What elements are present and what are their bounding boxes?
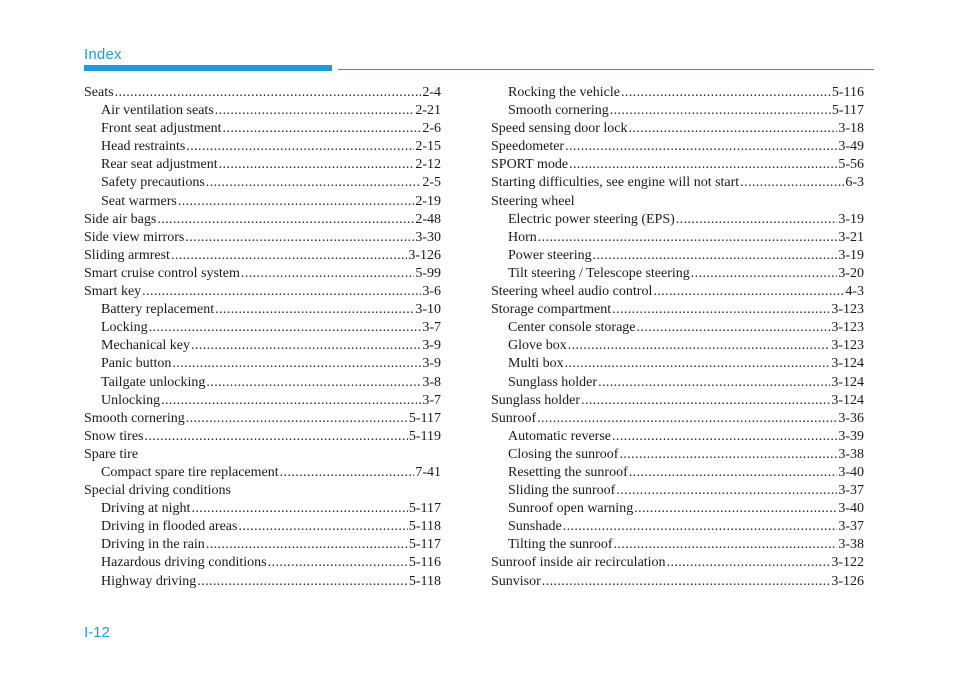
index-subentry — [84, 337, 441, 355]
entry-leader-dots — [241, 265, 414, 283]
entry-leader-dots — [691, 265, 838, 283]
entry-page-ref: 2-5 — [422, 175, 441, 191]
entry-label: Sliding the sunroof — [508, 483, 616, 499]
entry-leader-dots — [215, 301, 414, 319]
entry-page-ref: 5-117 — [408, 410, 441, 426]
entry-page-ref: 4-3 — [845, 284, 864, 300]
entry-leader-dots — [145, 428, 408, 446]
entry-page-ref: 3-49 — [838, 139, 864, 155]
entry-page-ref: 2-21 — [415, 103, 441, 119]
entry-label: Smart key — [84, 284, 142, 300]
index-subentry — [491, 265, 864, 283]
page-number: I-12 — [84, 624, 110, 641]
entry-leader-dots — [653, 283, 844, 301]
entry-page-ref: 5-116 — [408, 555, 441, 571]
entry-leader-dots — [740, 174, 844, 192]
entry-page-ref: 3-38 — [838, 537, 864, 553]
entry-page-ref: 3-39 — [838, 428, 864, 444]
entry-page-ref: 3-36 — [838, 410, 864, 426]
entry-leader-dots — [206, 374, 421, 392]
entry-label: Sunroof open warning — [508, 501, 634, 517]
index-subentry — [84, 536, 441, 554]
index-subentry — [84, 319, 441, 337]
entry-label: Battery replacement — [101, 302, 215, 318]
index-subentry — [491, 446, 864, 464]
entry-label: Side view mirrors — [84, 229, 185, 245]
index-subentry — [491, 102, 864, 120]
entry-leader-dots — [612, 301, 830, 319]
entry-label: Closing the sunroof — [508, 446, 619, 462]
entry-leader-dots — [610, 102, 831, 120]
entry-leader-dots — [593, 247, 838, 265]
index-entry — [84, 410, 441, 428]
entry-page-ref: 3-40 — [838, 464, 864, 480]
entry-page-ref: 5-56 — [838, 157, 864, 173]
entry-page-ref: 3-123 — [831, 338, 864, 354]
entry-leader-dots — [538, 229, 838, 247]
entry-leader-dots — [280, 464, 415, 482]
index-subentry — [84, 120, 441, 138]
entry-leader-dots — [219, 156, 415, 174]
entry-leader-dots — [115, 84, 422, 102]
entry-leader-dots — [598, 374, 830, 392]
entry-page-ref: 3-123 — [831, 302, 864, 318]
header-bar-thick — [84, 65, 332, 71]
entry-page-ref: 2-19 — [415, 193, 441, 209]
entry-label: Driving in the rain — [101, 537, 205, 553]
index-entry — [491, 573, 864, 591]
entry-label: Mechanical key — [101, 338, 191, 354]
entry-label: Driving in flooded areas — [101, 519, 238, 535]
index-entry — [491, 193, 864, 211]
entry-leader-dots — [206, 174, 422, 192]
entry-page-ref: 3-126 — [831, 573, 864, 589]
entry-leader-dots — [191, 337, 421, 355]
entry-label: Head restraints — [101, 139, 186, 155]
entry-page-ref: 5-117 — [408, 537, 441, 553]
entry-label: Sunroof inside air recirculation — [491, 555, 666, 571]
index-entry — [84, 428, 441, 446]
index-subentry — [84, 374, 441, 392]
entry-leader-dots — [268, 554, 408, 572]
index-subentry — [84, 355, 441, 373]
entry-leader-dots — [676, 211, 838, 229]
entry-label: Sunvisor — [491, 573, 541, 589]
index-entry — [491, 554, 864, 572]
entry-label: Sunshade — [508, 519, 562, 535]
entry-page-ref: 5-117 — [408, 501, 441, 517]
entry-page-ref: 3-9 — [422, 356, 441, 372]
index-subentry — [84, 573, 441, 591]
entry-label: Automatic reverse — [508, 428, 612, 444]
entry-leader-dots — [619, 446, 837, 464]
entry-leader-dots — [628, 120, 837, 138]
index-entry — [84, 247, 441, 265]
entry-leader-dots — [142, 283, 421, 301]
entry-label: Power steering — [508, 247, 592, 263]
entry-label: Locking — [101, 320, 148, 336]
entry-label: Speed sensing door lock — [491, 121, 628, 137]
index-subentry — [491, 518, 864, 536]
index-subentry — [84, 392, 441, 410]
entry-leader-dots — [171, 247, 407, 265]
index-entry — [84, 211, 441, 229]
index-entry — [491, 156, 864, 174]
entry-leader-dots — [621, 84, 831, 102]
entry-page-ref: 3-126 — [408, 247, 441, 263]
entry-label: Compact spare tire replacement — [101, 464, 279, 480]
entry-label: Sunroof — [491, 410, 537, 426]
entry-page-ref: 6-3 — [845, 175, 864, 191]
entry-page-ref: 2-6 — [422, 121, 441, 137]
entry-leader-dots — [569, 156, 837, 174]
index-entry — [84, 283, 441, 301]
index-subentry — [84, 464, 441, 482]
entry-leader-dots — [568, 337, 831, 355]
entry-label: Hazardous driving conditions — [101, 555, 267, 571]
index-entry — [491, 174, 864, 192]
index-subentry — [491, 211, 864, 229]
index-subentry — [491, 482, 864, 500]
entry-label: Rocking the vehicle — [508, 85, 620, 100]
entry-leader-dots — [149, 319, 422, 337]
entry-page-ref: 3-21 — [838, 229, 864, 245]
entry-label: Steering wheel — [491, 193, 575, 209]
entry-label: Multi box — [508, 356, 564, 372]
entry-label: Steering wheel audio control — [491, 284, 653, 300]
entry-page-ref: 3-7 — [422, 320, 441, 336]
index-subentry — [491, 500, 864, 518]
entry-label: Rear seat adjustment — [101, 157, 218, 173]
entry-label: Sunglass holder — [491, 392, 581, 408]
entry-page-ref: 3-37 — [838, 483, 864, 499]
entry-page-ref: 3-7 — [422, 392, 441, 408]
entry-page-ref: 5-116 — [831, 85, 864, 100]
entry-page-ref: 3-20 — [838, 265, 864, 281]
entry-leader-dots — [616, 482, 837, 500]
entry-label: Seats — [84, 85, 114, 100]
entry-label: Horn — [508, 229, 537, 245]
entry-leader-dots — [157, 211, 414, 229]
entry-page-ref: 5-117 — [831, 103, 864, 119]
entry-page-ref: 5-118 — [408, 519, 441, 535]
entry-label: Unlocking — [101, 392, 161, 408]
entry-leader-dots — [667, 554, 831, 572]
index-entry — [84, 84, 441, 102]
index-entry — [491, 301, 864, 319]
entry-page-ref: 3-38 — [838, 446, 864, 462]
entry-leader-dots — [223, 120, 422, 138]
entry-label: Smooth cornering — [84, 410, 185, 426]
entry-leader-dots — [537, 410, 837, 428]
entry-page-ref: 3-124 — [831, 374, 864, 390]
entry-leader-dots — [565, 138, 837, 156]
index-subentry — [84, 301, 441, 319]
entry-leader-dots — [565, 355, 831, 373]
index-subentry — [491, 337, 864, 355]
entry-label: Glove box — [508, 338, 567, 354]
entry-label: Starting difficulties, see engine will not start — [491, 175, 740, 191]
entry-label: Front seat adjustment — [101, 121, 222, 137]
index-subentry — [84, 156, 441, 174]
index-subentry — [491, 84, 864, 102]
index-subentry — [84, 193, 441, 211]
entry-page-ref: 3-122 — [831, 555, 864, 571]
entry-leader-dots — [172, 355, 421, 373]
entry-label: Snow tires — [84, 428, 144, 444]
entry-leader-dots — [629, 464, 838, 482]
entry-leader-dots — [185, 229, 414, 247]
entry-label: Speedometer — [491, 139, 565, 155]
header-title: Index — [84, 46, 122, 63]
index-entry — [491, 410, 864, 428]
entry-leader-dots — [197, 573, 408, 591]
entry-label: Air ventilation seats — [101, 103, 214, 119]
entry-leader-dots — [191, 500, 407, 518]
entry-page-ref: 3-8 — [422, 374, 441, 390]
entry-leader-dots — [206, 536, 408, 554]
index-subentry — [491, 374, 864, 392]
entry-label: Special driving conditions — [84, 483, 231, 499]
entry-label: SPORT mode — [491, 157, 569, 173]
entry-label: Smart cruise control system — [84, 265, 240, 281]
entry-label: Smooth cornering — [508, 103, 609, 119]
entry-page-ref: 3-30 — [415, 229, 441, 245]
entry-page-ref: 3-19 — [838, 211, 864, 227]
index-column-right — [491, 84, 864, 591]
entry-leader-dots — [238, 518, 407, 536]
entry-label: Tailgate unlocking — [101, 374, 206, 390]
index-subentry — [491, 229, 864, 247]
entry-leader-dots — [634, 500, 837, 518]
entry-page-ref: 3-10 — [415, 302, 441, 318]
entry-label: Center console storage — [508, 320, 636, 336]
entry-leader-dots — [637, 319, 831, 337]
entry-leader-dots — [178, 193, 415, 211]
entry-page-ref: 7-41 — [415, 464, 441, 480]
entry-leader-dots — [186, 410, 408, 428]
index-subentry — [84, 554, 441, 572]
entry-page-ref: 5-119 — [408, 428, 441, 444]
entry-label: Seat warmers — [101, 193, 177, 209]
entry-leader-dots — [542, 573, 831, 591]
entry-page-ref: 5-99 — [415, 265, 441, 281]
entry-label: Electric power steering (EPS) — [508, 211, 675, 227]
index-subentry — [491, 247, 864, 265]
entry-page-ref: 3-123 — [831, 320, 864, 336]
index-subentry — [84, 500, 441, 518]
index-subentry — [84, 102, 441, 120]
entry-page-ref: 2-12 — [415, 157, 441, 173]
entry-page-ref: 5-118 — [408, 573, 441, 589]
entry-leader-dots — [563, 518, 838, 536]
entry-leader-dots — [581, 392, 830, 410]
index-subentry — [84, 174, 441, 192]
entry-label: Safety precautions — [101, 175, 205, 191]
entry-page-ref: 2-15 — [415, 139, 441, 155]
entry-label: Sunglass holder — [508, 374, 598, 390]
header-bar-thin — [338, 69, 874, 70]
index-subentry — [84, 518, 441, 536]
index-subentry — [84, 138, 441, 156]
entry-label: Side air bags — [84, 211, 157, 227]
entry-page-ref: 3-18 — [838, 121, 864, 137]
index-entry — [491, 120, 864, 138]
entry-label: Sliding armrest — [84, 247, 170, 263]
entry-page-ref: 3-19 — [838, 247, 864, 263]
entry-label: Driving at night — [101, 501, 191, 517]
entry-page-ref: 3-9 — [422, 338, 441, 354]
index-entry — [84, 446, 441, 464]
index-column-left — [84, 84, 441, 591]
entry-leader-dots — [215, 102, 415, 120]
entry-page-ref: 3-124 — [831, 356, 864, 372]
index-entry — [491, 138, 864, 156]
index-subentry — [491, 464, 864, 482]
entry-label: Tilting the sunroof — [508, 537, 613, 553]
index-entry — [84, 265, 441, 283]
entry-leader-dots — [614, 536, 838, 554]
entry-page-ref: 2-48 — [415, 211, 441, 227]
entry-label: Resetting the sunroof — [508, 464, 628, 480]
entry-leader-dots — [161, 392, 421, 410]
entry-label: Storage compartment — [491, 302, 612, 318]
entry-label: Spare tire — [84, 446, 139, 462]
index-subentry — [491, 319, 864, 337]
entry-page-ref: 3-40 — [838, 501, 864, 517]
entry-label: Panic button — [101, 356, 172, 372]
index-entry — [491, 392, 864, 410]
index-entry — [84, 482, 441, 500]
entry-page-ref: 3-37 — [838, 519, 864, 535]
entry-page-ref: 3-6 — [422, 284, 441, 300]
index-subentry — [491, 355, 864, 373]
index-subentry — [491, 428, 864, 446]
entry-label: Tilt steering / Telescope steering — [508, 265, 690, 281]
index-entry — [84, 229, 441, 247]
entry-leader-dots — [186, 138, 414, 156]
entry-leader-dots — [612, 428, 837, 446]
entry-page-ref: 3-124 — [831, 392, 864, 408]
entry-label: Highway driving — [101, 573, 197, 589]
entry-page-ref: 2-4 — [422, 85, 441, 100]
index-subentry — [491, 536, 864, 554]
index-entry — [491, 283, 864, 301]
